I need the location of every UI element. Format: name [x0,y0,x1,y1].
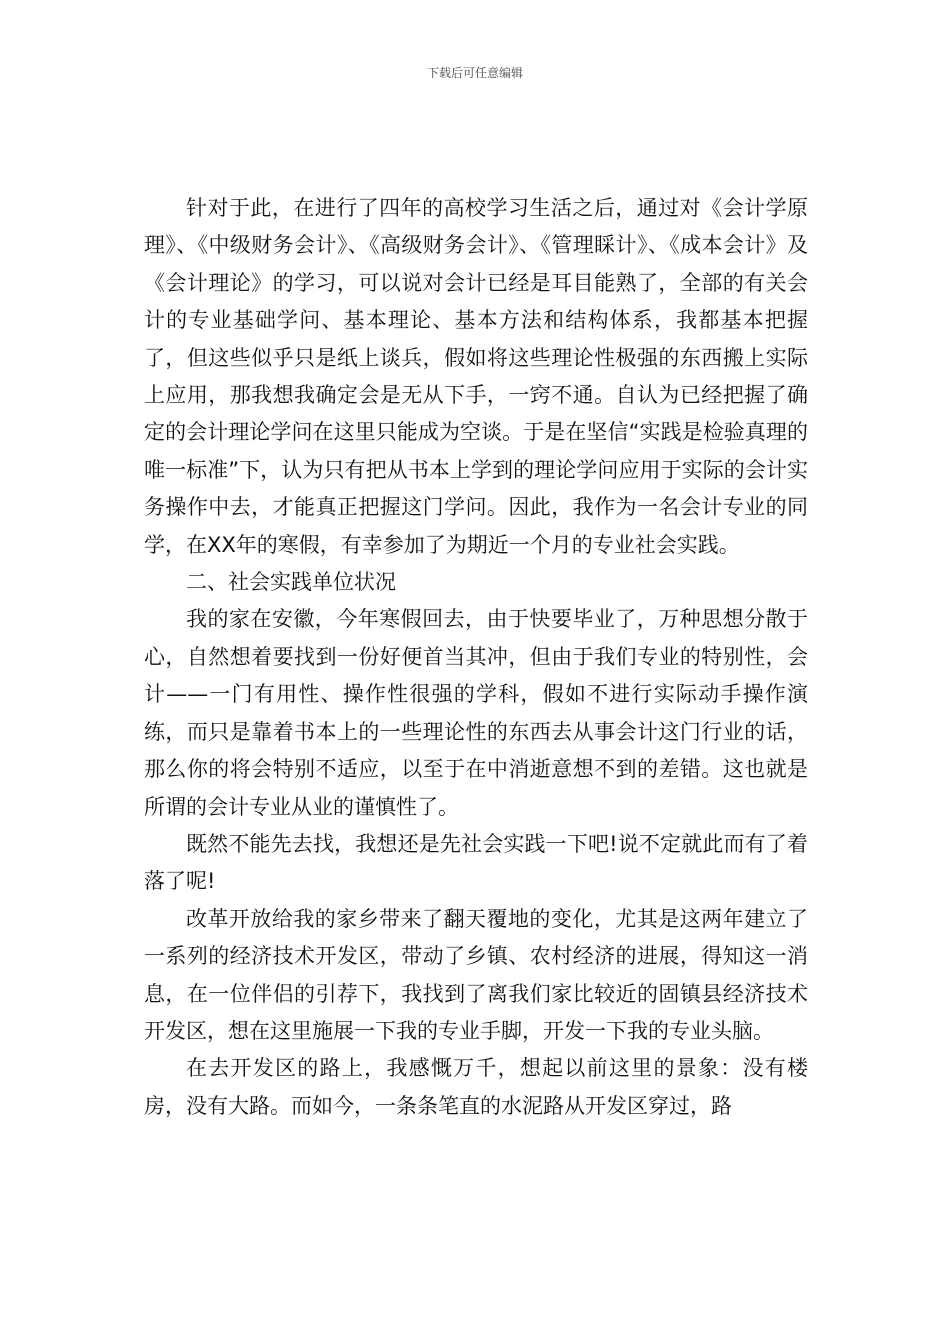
paragraph: 既然不能先去找，我想还是先社会实践一下吧!说不定就此而有了着落了呢! [144,831,808,894]
paragraph: 针对于此，在进行了四年的高校学习生活之后，通过对《会计学原理》、《中级财务会计》、《高级财务会计》、《管理睬计》、《成本会计》及《会计理论》的学习，可以说对会计已经是耳目能熟了，全部的有关会计的专业基础学问、基本理论、基本方法和结构体系，我都基本把握了，但这些似乎只是纸上谈兵，假如将这些理论性极强的东西搬上实际上应用，那我想我确定会是无从下手，一窍不通。自认为已经把握了确定的会计理论学问在这里只能成为空谈。于是在坚信“实践是检验真理的唯一标准”下，认为只有把从书本上学到的理论学问应用于实际的会计实务操作中去，才能真正把握这门学问。因此，我作为一名会计专业的同学，在XX年的寒假，有幸参加了为期近一个月的专业社会实践。 [144,196,808,557]
document-body [144,190,808,1125]
paragraph: 我的家在安徽，今年寒假回去，由于快要毕业了，万种思想分散于心，自然想着要找到一份好便首当其冲，但由于我们专业的特别性，会计——一门有用性、操作性很强的学科，假如不进行实际动手操作演练，而只是靠着书本上的一些理论性的东西去从事会计这门行业的话，那么你的将会特别不适应，以至于在中消逝意想不到的差错。这也就是所谓的会计专业从业的谨慎性了。 [144,607,808,819]
section-heading: 二、社会实践单位状况 [186,570,396,595]
page-header: 下载后可任意编辑 [426,66,523,80]
paragraph: 改革开放给我的家乡带来了翻天覆地的变化，尤其是这两年建立了一系列的经济技术开发区，带动了乡镇、农村经济的进展，得知这一消息，在一位伴侣的引荐下，我找到了离我们家比较近的固镇县经济技术开发区，想在这里施展一下我的专业手脚，开发一下我的专业头脑。 [144,906,808,1043]
paragraph: 在去开发区的路上，我感慨万千，想起以前这里的景象：没有楼房，没有大路。而如今，一条条笔直的水泥路从开发区穿过，路 [144,1056,808,1118]
